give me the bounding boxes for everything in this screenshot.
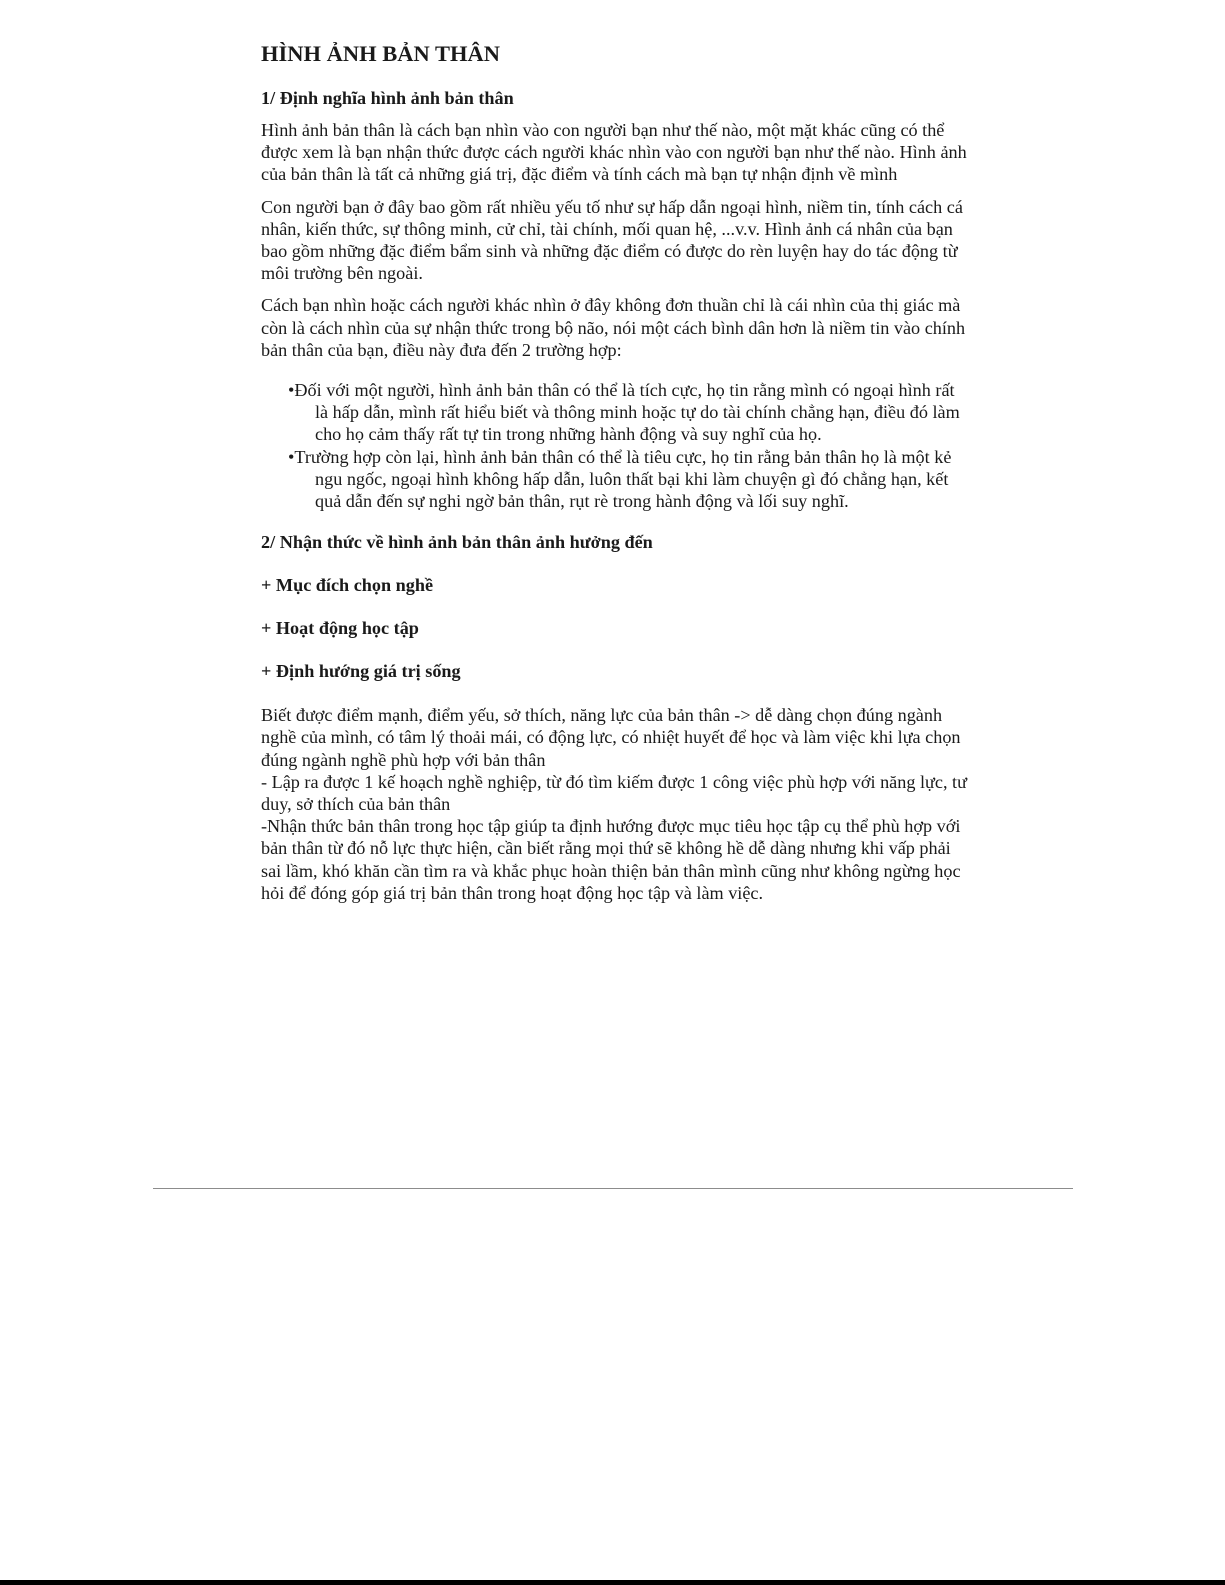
document-page (261, 40, 967, 904)
bullet-marker: • (288, 446, 295, 467)
section-2-text-1: Biết được điểm mạnh, điểm yếu, sở thích, năng lực của bản thân -> dễ dàng chọn đúng ngành nghề của mình, có tâm lý thoải mái, có động lực, có nhiệt huyết để học và làm việc khi lựa chọn đúng ngành nghề phù hợp với bản thân (261, 705, 961, 770)
section-1-paragraph-2: Con người bạn ở đây bao gồm rất nhiều yếu tố như sự hấp dẫn ngoại hình, niềm tin, tính cách cá nhân, kiến thức, sự thông minh, cử chỉ, tài chính, mối quan hệ, ...v.v. Hình ảnh cá nhân của bạn bao gồm những đặc điểm bẩm sinh và những đặc điểm có được do rèn luyện hay do tác động từ môi trường bên ngoài. (261, 196, 963, 284)
section-1-heading: 1/ Định nghĩa hình ảnh bản thân (261, 88, 514, 108)
bullet-item-positive (261, 379, 967, 446)
section-2-text-2: - Lập ra được 1 kế hoạch nghề nghiệp, từ đó tìm kiếm được 1 công việc phù hợp với năng lực, tư duy, sở thích của bản thân (261, 771, 967, 815)
bottom-edge-bar (0, 1580, 1225, 1585)
section-1-paragraph-1: Hình ảnh bản thân là cách bạn nhìn vào con người bạn như thế nào, một mặt khác cũng có thể được xem là bạn nhận thức được cách người khác nhìn vào con người bạn như thế nào. Hình ảnh của bản thân là tất cả những giá trị, đặc điểm và tính cách mà bạn tự nhận định về mình (261, 120, 967, 185)
case-bullet-list (261, 379, 967, 512)
subheading-life-values: + Định hướng giá trị sống (261, 661, 461, 682)
bullet-marker: • (288, 380, 295, 401)
bullet-item-text: Đối với một người, hình ảnh bản thân có thể là tích cực, họ tin rằng mình có ngoại hình rất là hấp dẫn, mình rất hiểu biết và thông minh hoặc tự do tài chính chẳng hạn, điều đó làm cho họ cảm thấy rất tự tin trong những hành động và suy nghĩ của họ. (294, 380, 960, 445)
section-2-text-3: -Nhận thức bản thân trong học tập giúp ta định hướng được mục tiêu học tập cụ thể phù hợp với bản thân từ đó nỗ lực thực hiện, cần biết rằng mọi thứ sẽ không hề dễ dàng nhưng khi vấp phải sai lầm, khó khăn cần tìm ra và khắc phục hoàn thiện bản thân mình cũng như không ngừng học hỏi để đóng góp giá trị bản thân trong hoạt động học tập và làm việc. (261, 816, 961, 903)
bullet-item-text: Trường hợp còn lại, hình ảnh bản thân có thể là tiêu cực, họ tin rằng bản thân họ là một kẻ ngu ngốc, ngoại hình không hấp dẫn, luôn thất bại khi làm chuyện gì đó chẳng hạn, kết quả dẫn đến sự nghi ngờ bản thân, rụt rè trong hành động và lối suy nghĩ. (294, 446, 952, 512)
bullet-item-negative (261, 446, 967, 513)
section-1-paragraph-3: Cách bạn nhìn hoặc cách người khác nhìn ở đây không đơn thuần chỉ là cái nhìn của thị giác mà còn là cách nhìn của sự nhận thức trong bộ não, nói một cách bình dân hơn là niềm tin vào chính bản thân của bạn, điều này đưa đến 2 trường hợp: (261, 295, 966, 360)
section-2-heading: 2/ Nhận thức về hình ảnh bản thân ảnh hưởng đến (261, 532, 653, 553)
subheading-learning-activity: + Hoạt động học tập (261, 618, 419, 639)
page-divider (153, 1188, 1073, 1189)
subheading-career-purpose: + Mục đích chọn nghề (261, 575, 434, 596)
document-title: HÌNH ẢNH BẢN THÂN (261, 41, 500, 66)
